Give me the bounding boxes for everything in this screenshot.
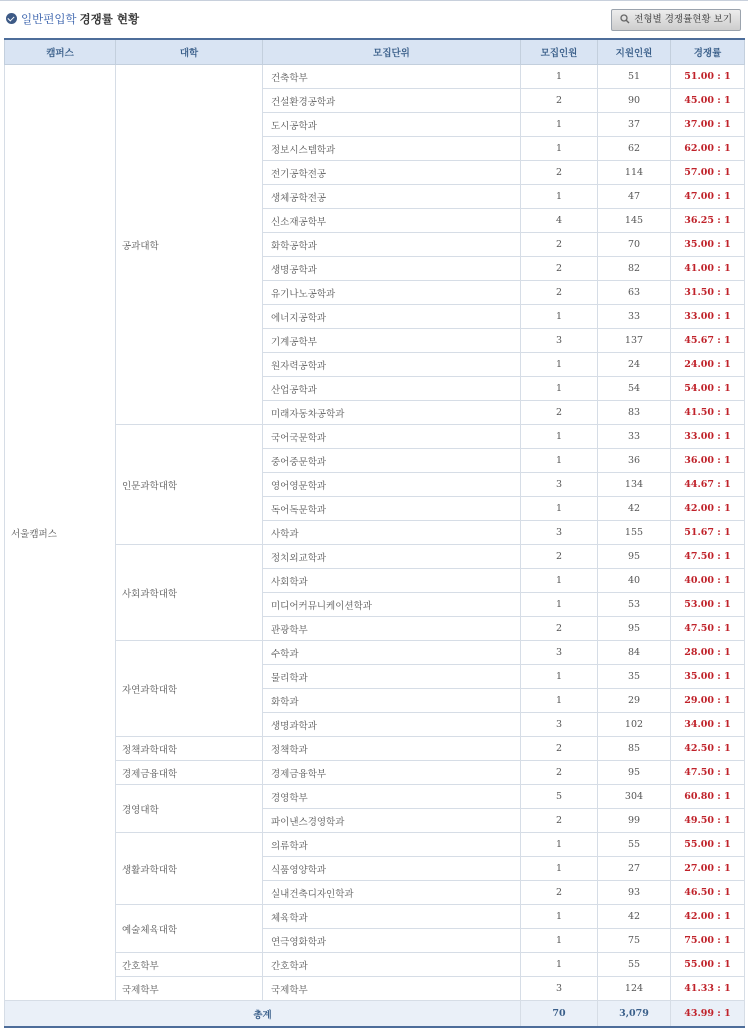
applicants-cell: 137: [598, 329, 671, 353]
ratio-cell: 62.00 : 1: [671, 137, 745, 161]
college-cell: 자연과학대학: [116, 641, 263, 737]
applicants-cell: 95: [598, 761, 671, 785]
applicants-cell: 84: [598, 641, 671, 665]
applicants-cell: 24: [598, 353, 671, 377]
quota-cell: 3: [521, 521, 598, 545]
view-by-type-button[interactable]: [611, 9, 741, 31]
applicants-cell: 124: [598, 977, 671, 1001]
check-circle-icon: [6, 13, 17, 24]
applicants-cell: 83: [598, 401, 671, 425]
unit-cell: 건축학부: [263, 65, 521, 89]
quota-cell: 1: [521, 593, 598, 617]
quota-cell: 1: [521, 377, 598, 401]
unit-cell: 건설환경공학과: [263, 89, 521, 113]
applicants-cell: 37: [598, 113, 671, 137]
unit-cell: 원자력공학과: [263, 353, 521, 377]
ratio-cell: 47.50 : 1: [671, 761, 745, 785]
column-header-college: 대학: [116, 39, 263, 65]
college-cell: 생활과학대학: [116, 833, 263, 905]
ratio-cell: 42.50 : 1: [671, 737, 745, 761]
quota-cell: 1: [521, 137, 598, 161]
unit-cell: 전기공학전공: [263, 161, 521, 185]
quota-cell: 1: [521, 425, 598, 449]
section-title: [6, 11, 139, 27]
college-cell: 경영대학: [116, 785, 263, 833]
table-row: [5, 641, 745, 665]
applicants-cell: 70: [598, 233, 671, 257]
table-row: [5, 737, 745, 761]
quota-cell: 2: [521, 233, 598, 257]
applicants-cell: 47: [598, 185, 671, 209]
ratio-cell: 31.50 : 1: [671, 281, 745, 305]
ratio-cell: 33.00 : 1: [671, 305, 745, 329]
table-body: [5, 65, 745, 1028]
ratio-cell: 42.00 : 1: [671, 905, 745, 929]
applicants-cell: 53: [598, 593, 671, 617]
column-header-ratio: 경쟁률: [671, 39, 745, 65]
unit-cell: 생명과학과: [263, 713, 521, 737]
quota-cell: 2: [521, 89, 598, 113]
unit-cell: 사회학과: [263, 569, 521, 593]
quota-cell: 1: [521, 65, 598, 89]
unit-cell: 기계공학부: [263, 329, 521, 353]
total-applicants: 3,079: [598, 1001, 671, 1028]
applicants-cell: 40: [598, 569, 671, 593]
column-header-quota: 모집인원: [521, 39, 598, 65]
applicants-cell: 114: [598, 161, 671, 185]
unit-cell: 영어영문학과: [263, 473, 521, 497]
ratio-cell: 55.00 : 1: [671, 833, 745, 857]
ratio-cell: 46.50 : 1: [671, 881, 745, 905]
unit-cell: 국제학부: [263, 977, 521, 1001]
unit-cell: 연극영화학과: [263, 929, 521, 953]
applicants-cell: 51: [598, 65, 671, 89]
ratio-cell: 47.50 : 1: [671, 617, 745, 641]
column-header-unit: 모집단위: [263, 39, 521, 65]
ratio-cell: 27.00 : 1: [671, 857, 745, 881]
table-row: [5, 833, 745, 857]
table-row: [5, 761, 745, 785]
quota-cell: 5: [521, 785, 598, 809]
quota-cell: 1: [521, 857, 598, 881]
table-row: [5, 545, 745, 569]
ratio-cell: 33.00 : 1: [671, 425, 745, 449]
ratio-cell: 60.80 : 1: [671, 785, 745, 809]
ratio-cell: 44.67 : 1: [671, 473, 745, 497]
applicants-cell: 42: [598, 497, 671, 521]
unit-cell: 화학공학과: [263, 233, 521, 257]
quota-cell: 2: [521, 809, 598, 833]
applicants-cell: 33: [598, 425, 671, 449]
applicants-cell: 75: [598, 929, 671, 953]
unit-cell: 유기나노공학과: [263, 281, 521, 305]
unit-cell: 간호학과: [263, 953, 521, 977]
quota-cell: 1: [521, 953, 598, 977]
total-ratio: 43.99 : 1: [671, 1001, 745, 1028]
applicants-cell: 155: [598, 521, 671, 545]
ratio-cell: 75.00 : 1: [671, 929, 745, 953]
applicants-cell: 62: [598, 137, 671, 161]
unit-cell: 생체공학전공: [263, 185, 521, 209]
unit-cell: 경제금융학부: [263, 761, 521, 785]
unit-cell: 파이낸스경영학과: [263, 809, 521, 833]
competition-rate-table: [4, 38, 745, 1028]
title-highlight: 일반편입학: [21, 12, 77, 26]
quota-cell: 4: [521, 209, 598, 233]
quota-cell: 1: [521, 113, 598, 137]
applicants-cell: 55: [598, 833, 671, 857]
ratio-cell: 37.00 : 1: [671, 113, 745, 137]
campus-cell: 서울캠퍼스: [5, 65, 116, 1001]
total-row: [5, 1001, 745, 1028]
total-label: 총계: [5, 1001, 521, 1028]
college-cell: 간호학부: [116, 953, 263, 977]
quota-cell: 2: [521, 761, 598, 785]
table-row: [5, 65, 745, 89]
unit-cell: 생명공학과: [263, 257, 521, 281]
quota-cell: 2: [521, 545, 598, 569]
ratio-cell: 54.00 : 1: [671, 377, 745, 401]
applicants-cell: 95: [598, 545, 671, 569]
unit-cell: 도시공학과: [263, 113, 521, 137]
unit-cell: 화학과: [263, 689, 521, 713]
college-cell: 국제학부: [116, 977, 263, 1001]
applicants-cell: 90: [598, 89, 671, 113]
applicants-cell: 102: [598, 713, 671, 737]
unit-cell: 경영학부: [263, 785, 521, 809]
ratio-cell: 24.00 : 1: [671, 353, 745, 377]
applicants-cell: 95: [598, 617, 671, 641]
table-row: [5, 977, 745, 1001]
applicants-cell: 85: [598, 737, 671, 761]
ratio-cell: 28.00 : 1: [671, 641, 745, 665]
ratio-cell: 55.00 : 1: [671, 953, 745, 977]
applicants-cell: 33: [598, 305, 671, 329]
ratio-cell: 36.00 : 1: [671, 449, 745, 473]
applicants-cell: 99: [598, 809, 671, 833]
unit-cell: 국어국문학과: [263, 425, 521, 449]
column-header-campus: 캠퍼스: [5, 39, 116, 65]
search-icon: [620, 14, 630, 24]
table-row: [5, 785, 745, 809]
section-header: [0, 0, 748, 39]
unit-cell: 산업공학과: [263, 377, 521, 401]
quota-cell: 3: [521, 329, 598, 353]
table-header-row: [5, 39, 745, 65]
quota-cell: 2: [521, 401, 598, 425]
ratio-cell: 41.50 : 1: [671, 401, 745, 425]
ratio-cell: 34.00 : 1: [671, 713, 745, 737]
unit-cell: 수학과: [263, 641, 521, 665]
ratio-cell: 47.50 : 1: [671, 545, 745, 569]
ratio-cell: 41.00 : 1: [671, 257, 745, 281]
ratio-cell: 41.33 : 1: [671, 977, 745, 1001]
column-header-applicants: 지원인원: [598, 39, 671, 65]
unit-cell: 물리학과: [263, 665, 521, 689]
unit-cell: 정치외교학과: [263, 545, 521, 569]
unit-cell: 정책학과: [263, 737, 521, 761]
ratio-cell: 49.50 : 1: [671, 809, 745, 833]
college-cell: 정책과학대학: [116, 737, 263, 761]
college-cell: 예술체육대학: [116, 905, 263, 953]
quota-cell: 2: [521, 737, 598, 761]
quota-cell: 1: [521, 833, 598, 857]
ratio-cell: 35.00 : 1: [671, 233, 745, 257]
quota-cell: 3: [521, 641, 598, 665]
applicants-cell: 304: [598, 785, 671, 809]
ratio-cell: 53.00 : 1: [671, 593, 745, 617]
applicants-cell: 36: [598, 449, 671, 473]
applicants-cell: 145: [598, 209, 671, 233]
applicants-cell: 82: [598, 257, 671, 281]
unit-cell: 체육학과: [263, 905, 521, 929]
unit-cell: 독어독문학과: [263, 497, 521, 521]
unit-cell: 미래자동차공학과: [263, 401, 521, 425]
quota-cell: 1: [521, 929, 598, 953]
quota-cell: 1: [521, 353, 598, 377]
ratio-cell: 35.00 : 1: [671, 665, 745, 689]
college-cell: 사회과학대학: [116, 545, 263, 641]
quota-cell: 2: [521, 881, 598, 905]
table-row: [5, 953, 745, 977]
college-cell: 경제금융대학: [116, 761, 263, 785]
ratio-cell: 47.00 : 1: [671, 185, 745, 209]
ratio-cell: 45.00 : 1: [671, 89, 745, 113]
applicants-cell: 54: [598, 377, 671, 401]
ratio-cell: 42.00 : 1: [671, 497, 745, 521]
unit-cell: 중어중문학과: [263, 449, 521, 473]
total-quota: 70: [521, 1001, 598, 1028]
quota-cell: 1: [521, 497, 598, 521]
quota-cell: 1: [521, 905, 598, 929]
applicants-cell: 42: [598, 905, 671, 929]
unit-cell: 사학과: [263, 521, 521, 545]
quota-cell: 2: [521, 617, 598, 641]
unit-cell: 관광학부: [263, 617, 521, 641]
ratio-cell: 40.00 : 1: [671, 569, 745, 593]
applicants-cell: 29: [598, 689, 671, 713]
quota-cell: 2: [521, 257, 598, 281]
applicants-cell: 134: [598, 473, 671, 497]
quota-cell: 1: [521, 449, 598, 473]
unit-cell: 신소재공학부: [263, 209, 521, 233]
quota-cell: 2: [521, 161, 598, 185]
college-cell: 인문과학대학: [116, 425, 263, 545]
table-row: [5, 905, 745, 929]
ratio-cell: 36.25 : 1: [671, 209, 745, 233]
quota-cell: 2: [521, 281, 598, 305]
ratio-cell: 45.67 : 1: [671, 329, 745, 353]
unit-cell: 식품영양학과: [263, 857, 521, 881]
quota-cell: 1: [521, 185, 598, 209]
unit-cell: 정보시스템학과: [263, 137, 521, 161]
ratio-cell: 57.00 : 1: [671, 161, 745, 185]
applicants-cell: 93: [598, 881, 671, 905]
college-cell: 공과대학: [116, 65, 263, 425]
quota-cell: 3: [521, 713, 598, 737]
quota-cell: 3: [521, 473, 598, 497]
ratio-cell: 51.67 : 1: [671, 521, 745, 545]
quota-cell: 1: [521, 665, 598, 689]
view-by-type-button-label: 전형별 경쟁률현황 보기: [634, 14, 732, 25]
unit-cell: 실내건축디자인학과: [263, 881, 521, 905]
title-rest: 경쟁률 현황: [79, 12, 140, 26]
quota-cell: 1: [521, 689, 598, 713]
applicants-cell: 63: [598, 281, 671, 305]
quota-cell: 1: [521, 569, 598, 593]
unit-cell: 에너지공학과: [263, 305, 521, 329]
quota-cell: 1: [521, 305, 598, 329]
quota-cell: 3: [521, 977, 598, 1001]
ratio-cell: 51.00 : 1: [671, 65, 745, 89]
unit-cell: 의류학과: [263, 833, 521, 857]
applicants-cell: 35: [598, 665, 671, 689]
ratio-cell: 29.00 : 1: [671, 689, 745, 713]
unit-cell: 미디어커뮤니케이션학과: [263, 593, 521, 617]
table-row: [5, 425, 745, 449]
applicants-cell: 55: [598, 953, 671, 977]
applicants-cell: 27: [598, 857, 671, 881]
